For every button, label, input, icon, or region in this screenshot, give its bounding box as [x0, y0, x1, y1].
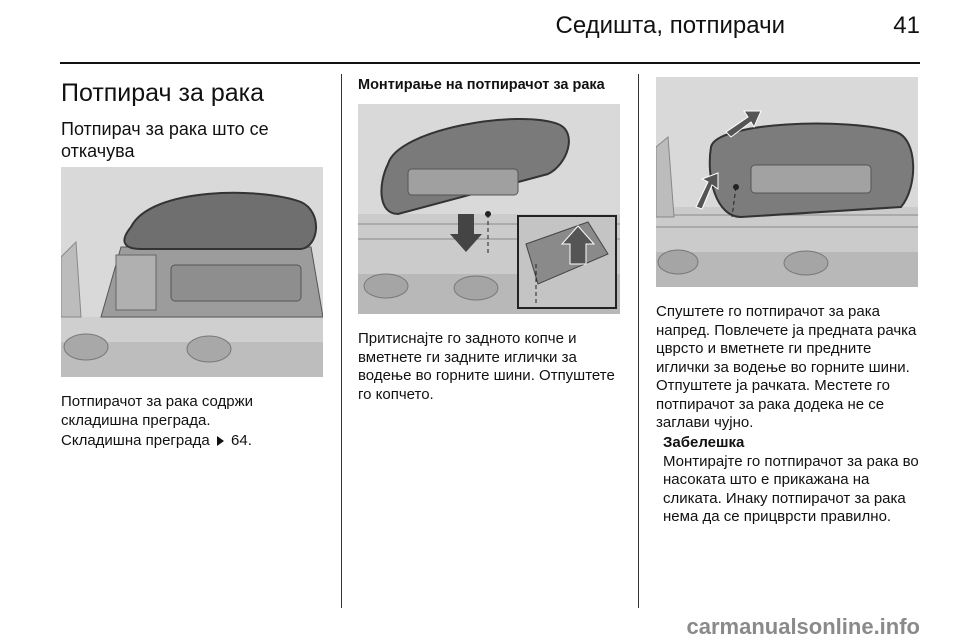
reference-text: Складишна преграда [61, 432, 210, 449]
paragraph: Спуштете го потпирачот за рака напред. Повлечете ја предната рачка цврсто и вметнете ги предните иглички за водење во горните шини. Отпуштете ја рачката. Местете го потпирачот за рака додека не се заглави чујно. [656, 303, 917, 431]
subsection-heading: Потпирач за рака што се откачува [61, 119, 269, 161]
paragraph-reference [61, 432, 326, 451]
note-box [663, 434, 925, 527]
column-divider-right [638, 74, 639, 608]
page-header-title: Седишта, потпирачи [555, 12, 785, 39]
note-title: Забелешка [663, 434, 745, 451]
subsection-heading: Монтирање на потпирачот за рака [358, 77, 605, 93]
section-heading: Потпирач за рака [61, 79, 265, 107]
watermark: carmanualsonline.info [686, 614, 920, 639]
header-divider [60, 62, 920, 64]
paragraph: Потпирачот за рака содржи складишна преграда. [61, 393, 254, 429]
armrest-mounting-rear-illustration [358, 104, 620, 314]
triangle-right-icon [217, 436, 224, 446]
removable-armrest-illustration [61, 167, 323, 377]
note-text: Монтирајте го потпирачот за рака во насоката што е прикажана на сликата. Инаку потпирачот за рака нема да се прицврсти правилно. [663, 452, 919, 525]
armrest-mounting-front-illustration [656, 77, 918, 287]
reference-page-link[interactable]: 64. [231, 432, 252, 449]
page-number: 41 [893, 12, 920, 39]
paragraph: Притиснајте го задното копче и вметнете ги задните иглички за водење во горните шини. Отпуштете го копчето. [358, 330, 615, 403]
column-divider-left [341, 74, 342, 608]
